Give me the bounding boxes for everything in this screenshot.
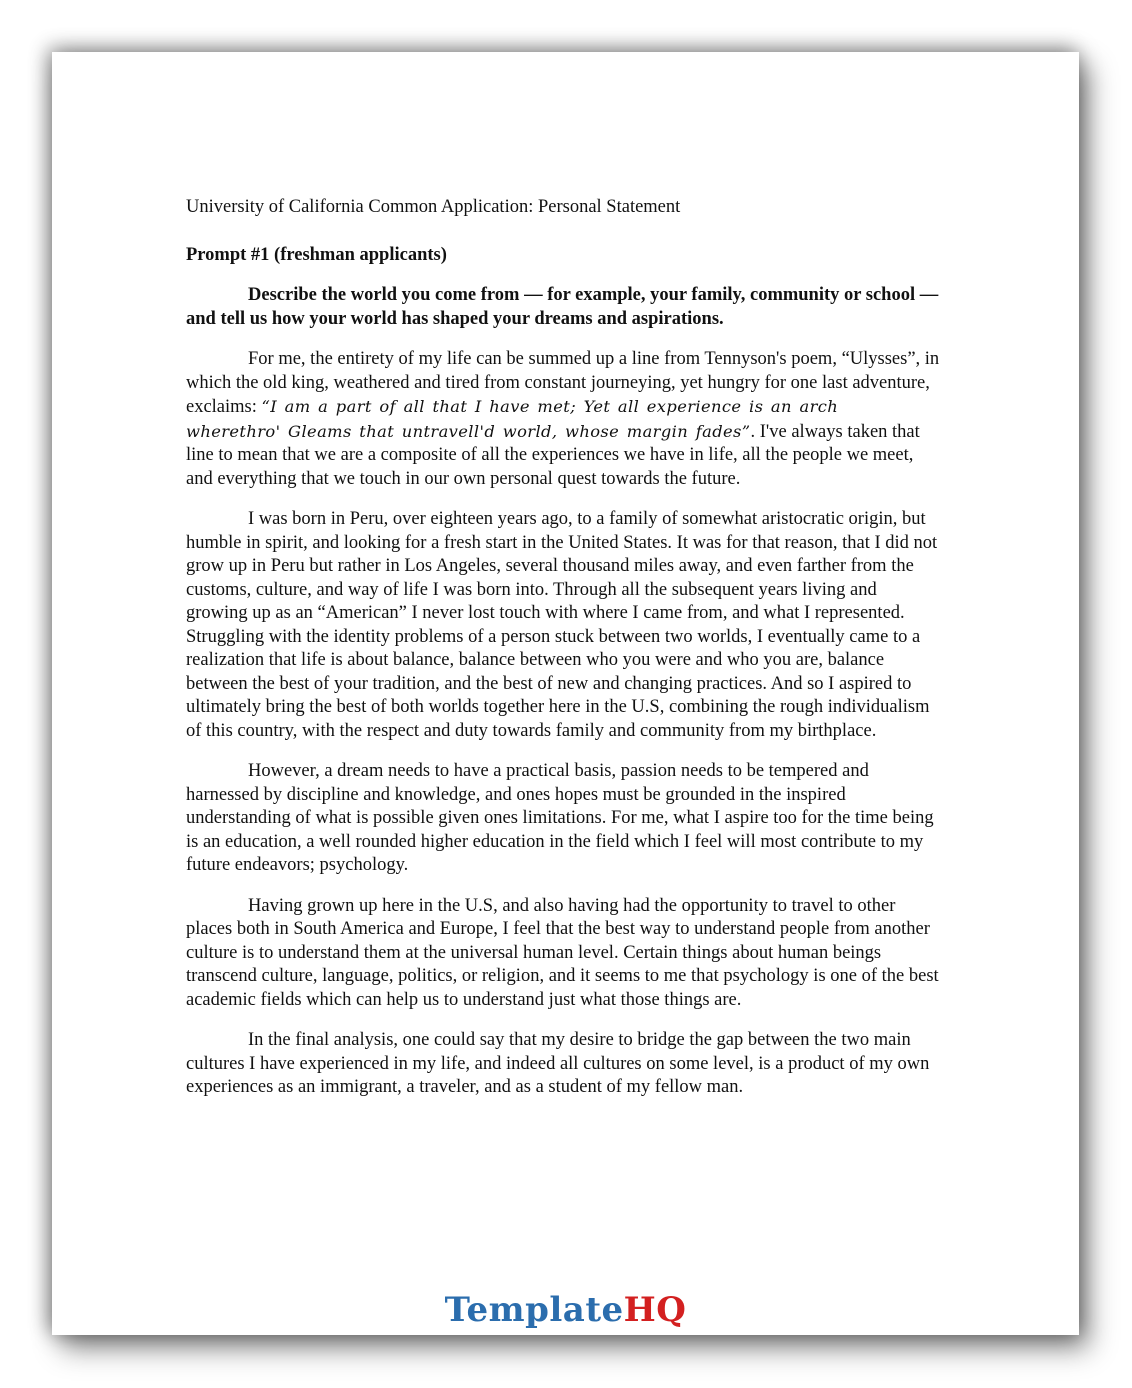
document-title: University of California Common Application: Personal Statement bbox=[186, 197, 681, 217]
essay-paragraph-4: Having grown up here in the U.S, and also having had the opportunity to travel to other places both in South America and Europe, I feel that the best way to understand people from another culture is to understand them at the universal human level. Certain things about human beings transcend culture, language, politics, or religion, and it seems to me that psychology is one of the best academic fields which can help us to understand just what those things are. bbox=[186, 895, 939, 1010]
paragraph-1-pre-quote: For me, the entirety of my life can be summed up a line from Tennyson's poem, “Ulysses”, in which the old king, weathered and tired from constant journeying, yet hungry for one last adventure, exclaims: bbox=[186, 349, 940, 417]
essay-paragraph-1 bbox=[186, 348, 940, 491]
paragraph-1-post-quote: . I've always taken that line to mean that we are a composite of all the experiences we have in life, all the people we meet, and everything that we touch in our own personal quest towards the future. bbox=[186, 421, 920, 489]
tennyson-quote: “I am a part of all that I have met; Yet all experience is an arch wherethro' Gleams that untravell'd world, whose margin fades” bbox=[186, 397, 839, 441]
document-content bbox=[186, 196, 940, 1117]
logo-hq-text: HQ bbox=[623, 1290, 687, 1330]
document-page bbox=[52, 52, 1079, 1335]
logo-template-text: Template bbox=[444, 1290, 624, 1330]
prompt-text: Describe the world you come from — for example, your family, community or school — and tell us how your world has shaped your dreams and aspirations. bbox=[186, 285, 939, 329]
prompt-heading: Prompt #1 (freshman applicants) bbox=[186, 244, 447, 265]
essay-paragraph-3: However, a dream needs to have a practical basis, passion needs to be tempered and harnessed by discipline and knowledge, and ones hopes must be grounded in the inspired understanding of what is possible given ones limitations. For me, what I aspire too for the time being is an education, a well rounded higher education in the field which I feel will most contribute to my future endeavors; psychology. bbox=[186, 761, 934, 875]
essay-paragraph-5: In the final analysis, one could say that my desire to bridge the gap between the two main cultures I have experienced in my life, and indeed all cultures on some level, is a product of my own experiences as an immigrant, a traveler, and as a student of my fellow man. bbox=[186, 1030, 930, 1097]
templatehq-logo bbox=[445, 1290, 687, 1330]
essay-paragraph-2: I was born in Peru, over eighteen years ago, to a family of somewhat aristocratic origin, but humble in spirit, and looking for a fresh start in the United States. It was for that reason, that I did not grow up in Peru but rather in Los Angeles, several thousand miles away, and even farther from the customs, culture, and way of life I was born into. Through all the subsequent years living and growing up as an “American” I never lost touch with where I came from, and what I represented. Struggling with the identity problems of a person stuck between two worlds, I eventually came to a realization that life is about balance, balance between who you were and who you are, balance between the best of your tradition, and the best of new and changing practices. And so I aspired to ultimately bring the best of both worlds together here in the U.S, combining the rough individualism of this country, with the respect and duty towards family and community from my birthplace. bbox=[186, 509, 938, 741]
